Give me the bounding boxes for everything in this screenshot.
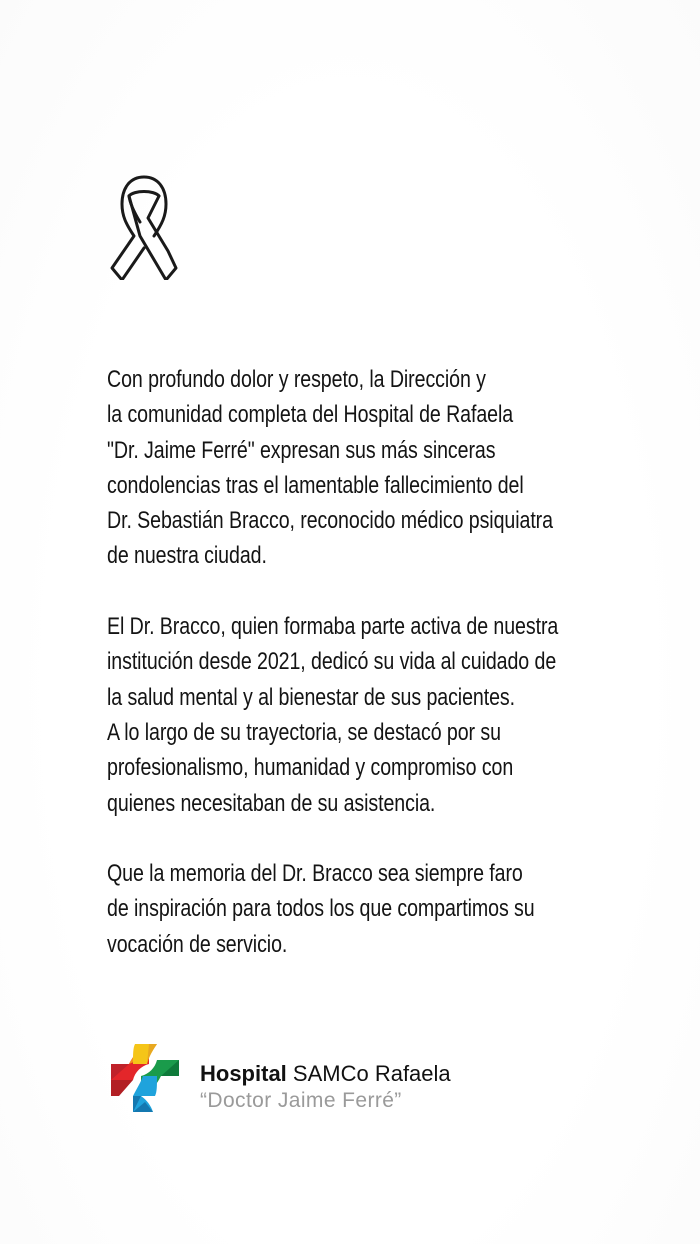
message-line: institución desde 2021, dedicó su vida al cuidado de bbox=[107, 648, 557, 676]
condolence-message bbox=[107, 362, 667, 962]
message-line: de inspiración para todos los que compartimos su bbox=[107, 895, 535, 923]
message-line: Que la memoria del Dr. Bracco sea siempre faro bbox=[107, 860, 523, 888]
paragraph-3 bbox=[107, 856, 667, 962]
message-line: la comunidad completa del Hospital de Rafaela bbox=[107, 401, 514, 429]
message-line: vocación de servicio. bbox=[107, 930, 288, 958]
brand-subtitle: “Doctor Jaime Ferré” bbox=[200, 1089, 402, 1112]
brand-name-bold: Hospital bbox=[200, 1061, 287, 1086]
paragraph-1 bbox=[107, 362, 667, 574]
message-line: condolencias tras el lamentable fallecimiento del bbox=[107, 471, 524, 499]
message-line: "Dr. Jaime Ferré" expresan sus más sinceras bbox=[107, 436, 496, 464]
message-line: profesionalismo, humanidad y compromiso con bbox=[107, 754, 514, 782]
awareness-ribbon-icon bbox=[108, 174, 180, 280]
message-line: Con profundo dolor y respeto, la Dirección y bbox=[107, 366, 486, 393]
message-line: de nuestra ciudad. bbox=[107, 542, 267, 570]
message-line: El Dr. Bracco, quien formaba parte activa de nuestra bbox=[107, 613, 559, 641]
message-line: la salud mental y al bienestar de sus pacientes. bbox=[107, 683, 515, 711]
brand-name-rest: SAMCo Rafaela bbox=[286, 1061, 451, 1086]
brand-name bbox=[200, 1060, 451, 1088]
hospital-logo-icon bbox=[109, 1042, 181, 1114]
paragraph-2 bbox=[107, 609, 667, 821]
message-line: A lo largo de su trayectoria, se destacó por su bbox=[107, 718, 501, 746]
message-line: quienes necesitaban de su asistencia. bbox=[107, 789, 436, 817]
hospital-brand bbox=[200, 1060, 451, 1114]
message-line: Dr. Sebastián Bracco, reconocido médico psiquiatra bbox=[107, 507, 553, 535]
